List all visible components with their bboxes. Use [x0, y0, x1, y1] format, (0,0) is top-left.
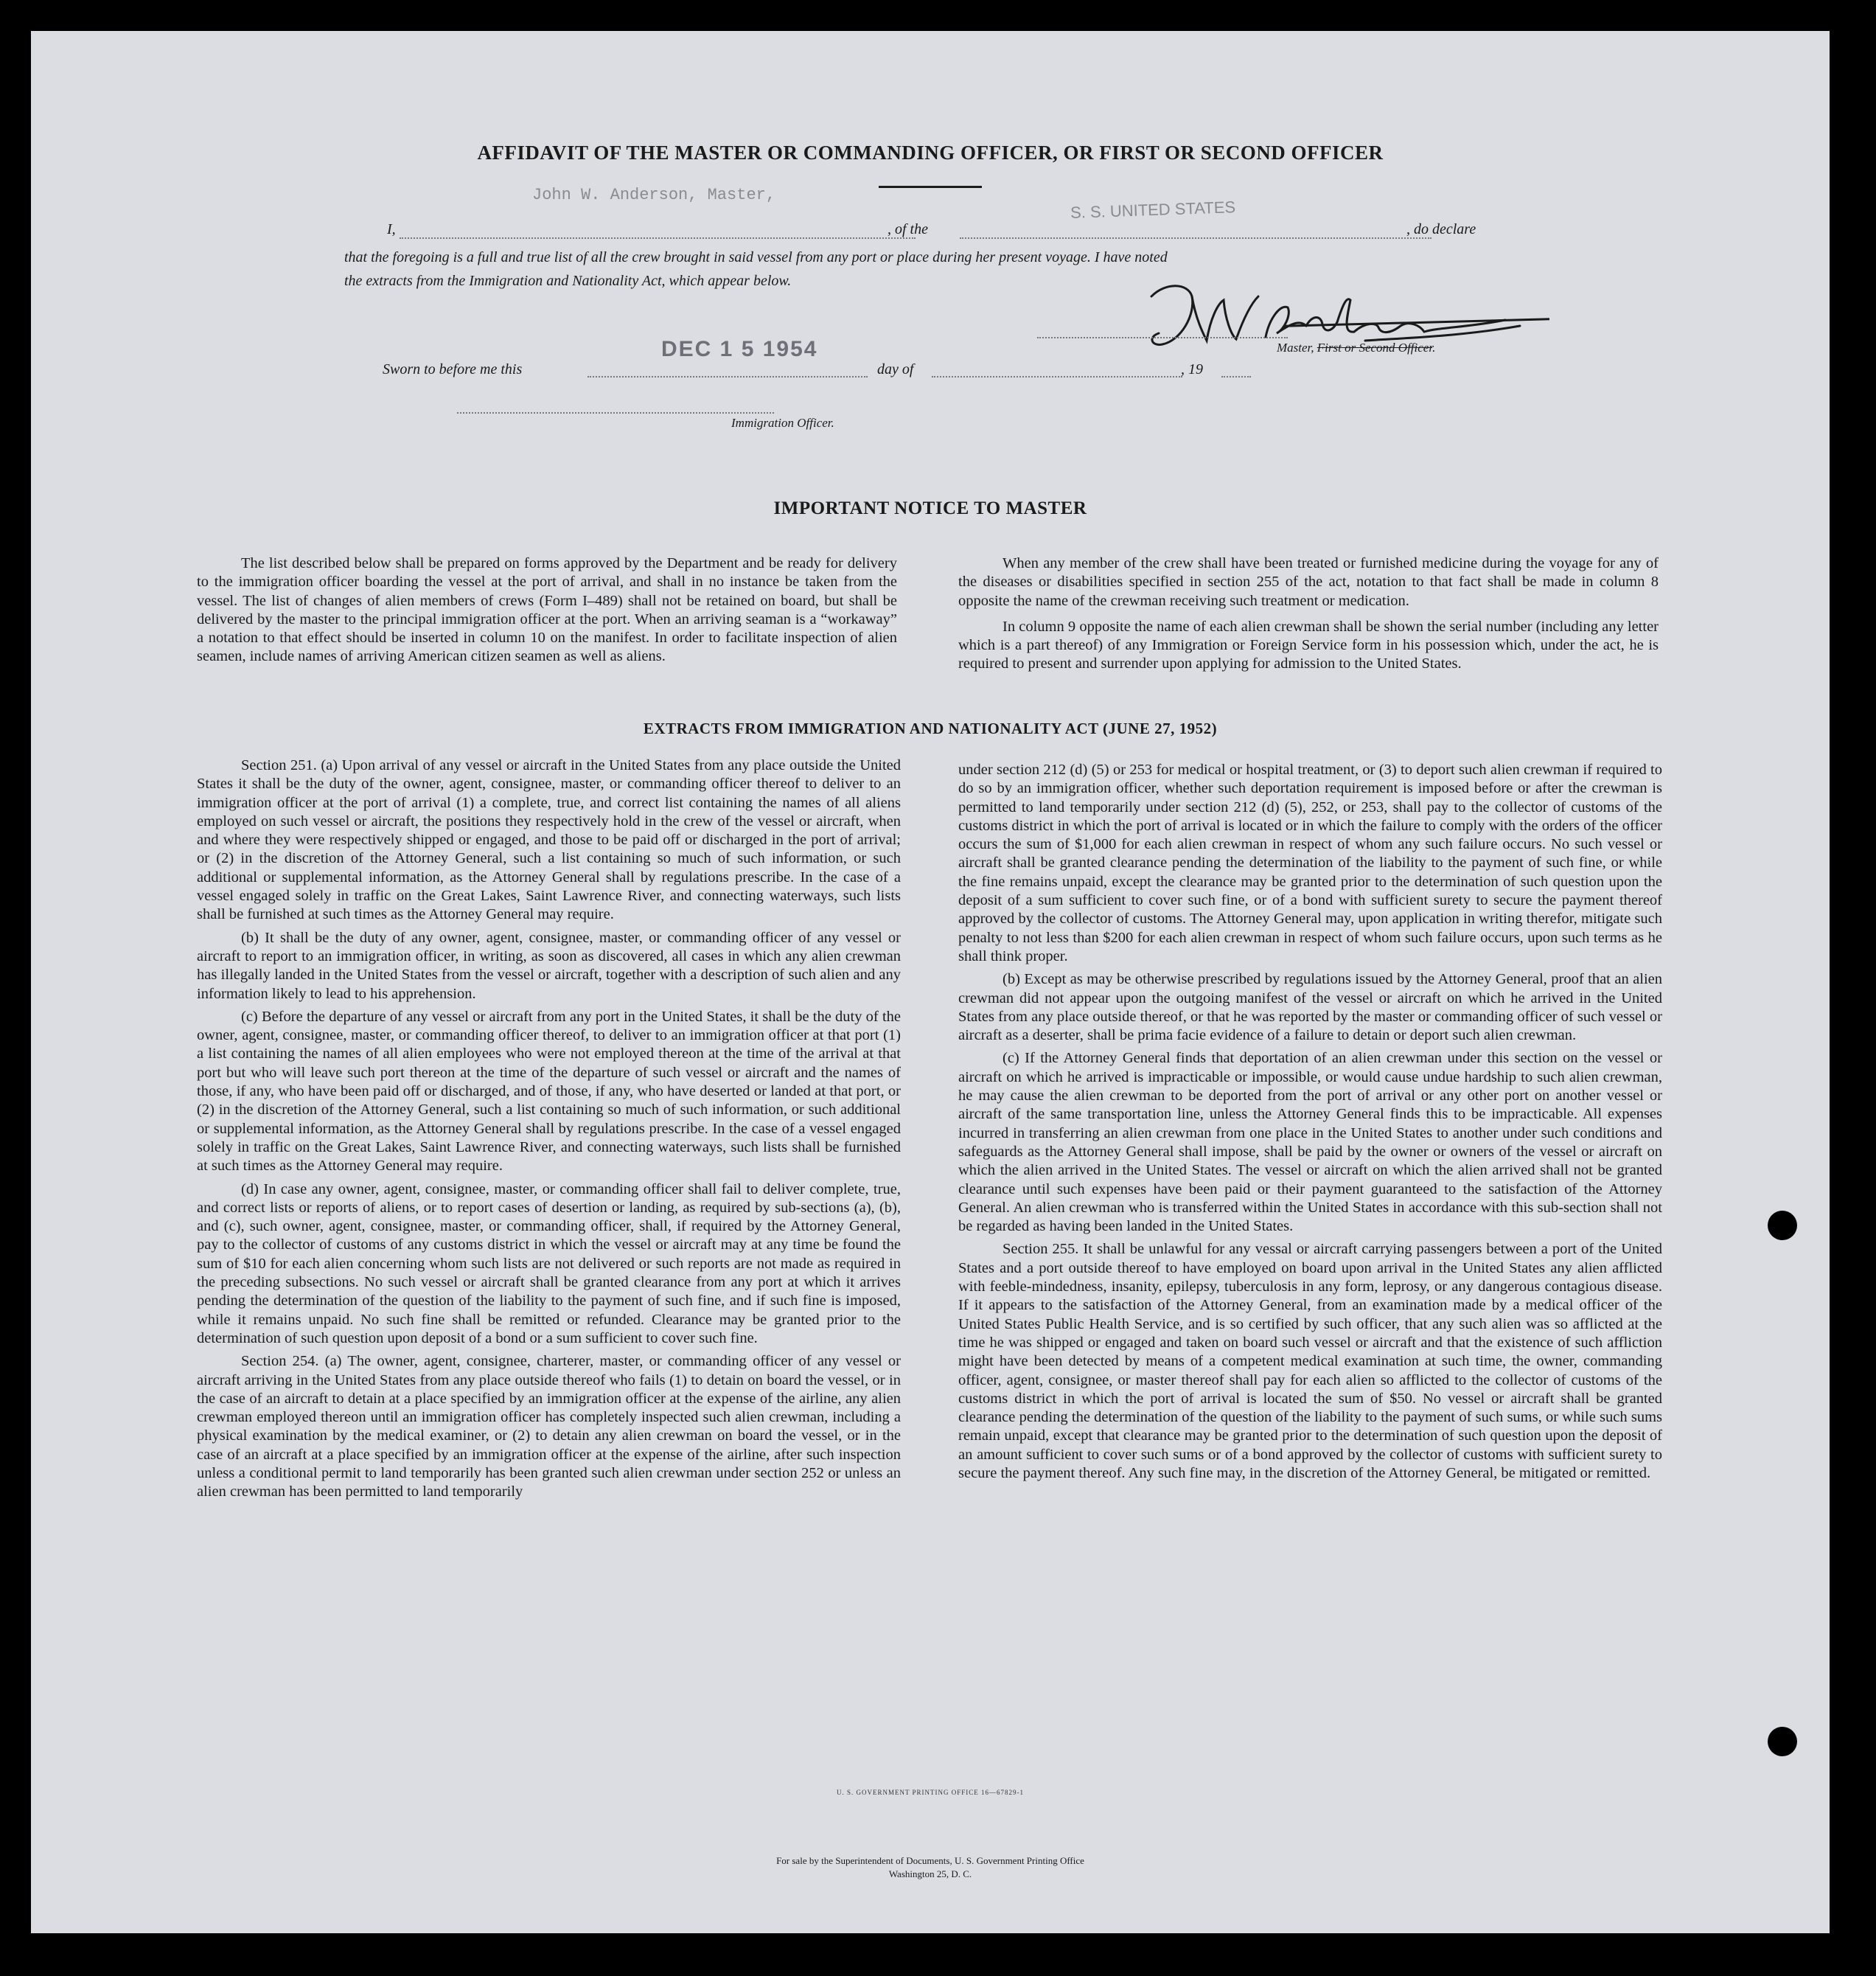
extract-paragraph: Section 254. (a) The owner, agent, consignee, charterer, master, or commanding officer of any vessel or aircraft arriving in the United States from any place outside thereof who fails (1) to detain on board the vessel, or in the case of an aircraft to detain at a place specified by an immigration officer at the expense of the airline, any alien crewman employed thereon until an immigration officer has completely inspected such alien crewman, including a physical examination by the medical examiner, or (2) to detain any alien crewman on board the vessel, or in the case of an aircraft at a place specified by an immigration officer at the expense of the airline, after such inspection unless a conditional permit to land temporarily has been granted such alien crewman under section 252 or unless an alien crewman has been permitted to land temporarily	[197, 1353, 901, 1500]
extract-paragraph: (d) In case any owner, agent, consignee, master, or commanding officer shall fail to deliver complete, true, and correct lists or reports of aliens, or to report cases of desertion or landing, as required by sub-sections (a), (b), and (c), such owner, agent, consignee, master, or commanding officer, shall, if required by the Attorney General, pay to the collector of customs of any customs district in which the vessel or aircraft may at any time be found the sum of $10 for each alien concerning whom such lists are not delivered or such reports are not made as required in the preceding subsections. No such vessel or aircraft shall be granted clearance from any port at which it arrives pending the determination of the question of the liability to the payment of such fine, and if such fine is imposed, while it remains unpaid. No such fine shall be remitted or refunded. Clearance may be granted prior to the determination of such question upon deposit of a bond or a sum sufficient to cover such fine.	[197, 1180, 901, 1346]
document-page	[31, 31, 1830, 1933]
title-rule	[879, 186, 982, 188]
extract-paragraph: (c) Before the departure of any vessel or aircraft from any port in the United States, it shall be the duty of the owner, agent, consignee, master, or commanding officer thereof, to deliver to an immigration officer at that port (1) a list containing the names of all alien employees who were not employed thereon at the time of the arrival at that port but who will leave such port thereon at the time of the departure of such vessel or aircraft and the names of those, if any, who have been paid off or discharged, and of those, if any, who have deserted or landed at that port, or (2) in the discretion of the Attorney General, such a list containing so much of such information, or such additional or supplemental information, as the Attorney General shall by regulations prescribe. In the case of a vessel engaged solely in traffic on the Great Lakes, Saint Lawrence River, and connecting waterways, such lists shall be furnished at such times as the Attorney General may require.	[197, 1008, 901, 1175]
vessel-stamp: S. S. UNITED STATES	[1070, 198, 1236, 222]
extract-paragraph: Section 255. It shall be unlawful for any vessal or aircraft carrying passengers between a port of the United States and a port outside thereof to have employed on board upon arrival in the United States any alien afflicted with feeble-mindedness, insanity, epilepsy, tuberculosis in any form, leprosy, or any dangerous contagious disease. If it appears to the satisfaction of the Attorney General, from an examination made by a medical officer of the United States Public Health Service, and is so certified by such officer, that any such alien was so afflicted at the time he was shipped or engaged and taken on board such vessel or aircraft and that the existence of such affliction might have been detected by means of a competent medical examination at such time, the owner, commanding officer, agent, consignee, or master thereof shall pay for each alien so afflicted to the collector of customs of the customs district in which the port of arrival is located the sum of $50. No vessel or aircraft shall be granted clearance pending the determination of the question of the liability to the payment of such sums, or while such sums remain unpaid, except that clearance may be granted prior to the determination of such question upon the deposit of an amount sufficient to cover such sums or of a bond approved by the collector of customs with sufficient surety to secure the payment thereof. Any such fine may, in the discretion of the Attorney General, be mitigated or remitted.	[958, 1241, 1662, 1481]
notice-left-column	[197, 554, 897, 671]
extracts-left-column	[197, 756, 901, 1506]
signature-line	[1037, 337, 1288, 338]
day-of-label: day of	[877, 361, 914, 378]
immigration-officer-line	[457, 412, 774, 414]
punch-hole	[1768, 1211, 1797, 1240]
notice-right-column	[958, 554, 1659, 678]
master-title-label	[1277, 341, 1435, 355]
name-line	[400, 237, 916, 239]
punch-hole	[1768, 1727, 1797, 1756]
master-label-end: .	[1432, 341, 1436, 355]
notice-paragraph: In column 9 opposite the name of each alien crewman shall be shown the serial number (including any letter which is a part thereof) of any Immigration or Foreign Service form in his possession which, under the act, he is required to present and surrender upon applying for admission to the United States.	[958, 618, 1659, 672]
sale-notice-line-1: For sale by the Superintendent of Documents, U. S. Government Printing Office	[776, 1855, 1084, 1866]
year-line	[1221, 376, 1251, 378]
label-do-declare: , do declare	[1406, 221, 1476, 237]
extracts-title: EXTRACTS FROM IMMIGRATION AND NATIONALITY ACT (JUNE 27, 1952)	[643, 720, 1218, 737]
declaration-line-1: that the foregoing is a full and true list of all the crew brought in said vessel from any port or place during her present voyage. I have noted	[344, 249, 1168, 265]
notice-paragraph: The list described below shall be prepared on forms approved by the Department and be ready for delivery to the immigration officer boarding the vessel at the port of arrival, and shall in no instance be taken from the vessel. The list of changes of alien members of crews (Form I–489) shall not be retained on board, but shall be delivered by the master to the principal immigration officer at the port. When an arriving seaman is a “workaway” a notation to that effect should be inserted in column 10 on the manifest. In order to facilitate inspection of alien seamen, include names of arriving American citizen seamen as well as aliens.	[197, 555, 897, 665]
extract-paragraph: (b) Except as may be otherwise prescribed by regulations issued by the Attorney General, proof that an alien crewman did not appear upon the outgoing manifest of the vessel or aircraft on which he arrived in the United States from any place outside thereof, or that he was reported by the master or commanding officer of such vessel or aircraft as a deserter, shall be prima facie evidence of a failure to detain or deport such alien crewman.	[958, 971, 1662, 1044]
affidavit-title: AFFIDAVIT OF THE MASTER OR COMMANDING OFFICER, OR FIRST OR SECOND OFFICER	[477, 142, 1384, 164]
typed-master-name: John W. Anderson, Master,	[532, 186, 776, 204]
immigration-officer-label: Immigration Officer.	[731, 416, 834, 430]
notice-title: IMPORTANT NOTICE TO MASTER	[773, 498, 1087, 518]
extract-paragraph: Section 251. (a) Upon arrival of any vessel or aircraft in the United States from any place outside the United States it shall be the duty of the owner, agent, consignee, master, or commanding officer thereof to deliver to an immigration officer at the port of arrival (1) a complete, true, and correct list containing the names of all aliens employed on such vessel or aircraft, the positions they respectively hold in the crew of the vessel or aircraft, when and where they were respectively shipped or engaged, and those to be paid off or discharged in the port of arrival; or (2) in the discretion of the Attorney General, such a list containing so much of such information, or such additional or supplemental information, as the Attorney General shall by regulations prescribe. In the case of a vessel engaged solely in traffic on the Great Lakes, Saint Lawrence River, and connecting waterways, such lists shall be furnished at such times as the Attorney General may require.	[197, 757, 901, 923]
label-of-the: , of the	[888, 221, 928, 237]
extract-paragraph: (b) It shall be the duty of any owner, agent, consignee, master, or commanding officer of any vessel or aircraft to report to an immigration officer, in writing, as soon as discovered, all cases in which any alien crewman has illegally landed in the United States from the vessel or aircraft, together with a description of such alien and any information likely to lead to his apprehension.	[197, 929, 901, 1002]
extracts-right-column	[958, 761, 1662, 1487]
gpo-imprint: U. S. GOVERNMENT PRINTING OFFICE 16—67829-1	[836, 1789, 1025, 1796]
extract-paragraph: (c) If the Attorney General finds that deportation of an alien crewman under this section on the vessel or aircraft on which he arrived is impracticable or impossible, or would cause undue hardship to such alien crewman, he may cause the alien crewman to be deported from the port of arrival or any other port on another vessel or aircraft of the same transportation line, unless the Attorney General finds this to be impracticable. All expenses incurred in transferring an alien crewman from one place in the United States to another under such conditions and safeguards as the Attorney General shall impose, shall be paid by the owner or owners of the vessel or aircraft on which the alien arrived in the United States. The vessel or aircraft on which the alien arrived shall not be granted clearance until such expenses have been paid or their payment guaranteed to the satisfaction of the Attorney General. An alien crewman who is transferred within the United States in accordance with this sub-section shall not be regarded as having been landed in the United States.	[958, 1050, 1662, 1235]
date-stamp: DEC 1 5 1954	[661, 337, 818, 361]
vessel-line	[960, 237, 1432, 239]
sworn-day-line	[587, 376, 868, 378]
master-label: Master,	[1277, 341, 1314, 355]
year-label: , 19	[1181, 361, 1203, 378]
sworn-label: Sworn to before me this	[383, 361, 523, 378]
struck-officer-label: First or Second Officer	[1317, 341, 1433, 355]
sale-notice-line-2: Washington 25, D. C.	[888, 1868, 972, 1879]
extract-paragraph: under section 212 (d) (5) or 253 for medical or hospital treatment, or (3) to deport such alien crewman if required to do so by an immigration officer, whether such deportation requirement is imposed before or after the crewman is permitted to land temporarily under section 212 (d) (5), 252, or 253, shall pay to the collector of customs of the customs district in which the port of arrival is located or in which the failure to comply with the orders of the officer occurs the sum of $1,000 for each alien crewman in respect of whom any such failure occurs. No such vessel or aircraft shall be granted clearance pending the determination of the liability to the payment of such fine, or while the fine remains unpaid, except the clearance may be granted prior to the determination of such question upon the deposit of a sum sufficient to cover such fine, or of a bond with sufficient surety to secure the payment thereof approved by the collector of customs. The Attorney General may, upon application in writing therefor, mitigate such penalty to not less than $200 for each alien crewman in respect of whom such failure occurs, upon such terms as he shall think proper.	[958, 762, 1662, 964]
notice-paragraph: When any member of the crew shall have been treated or furnished medicine during the voyage for any of the diseases or disabilities specified in section 255 of the act, notation to that fact shall be made in column 8 opposite the name of the crewman receiving such treatment or medication.	[958, 555, 1659, 609]
declaration-line-2: the extracts from the Immigration and Nationality Act, which appear below.	[344, 273, 792, 289]
label-i: I,	[387, 221, 396, 237]
month-line	[932, 376, 1182, 378]
